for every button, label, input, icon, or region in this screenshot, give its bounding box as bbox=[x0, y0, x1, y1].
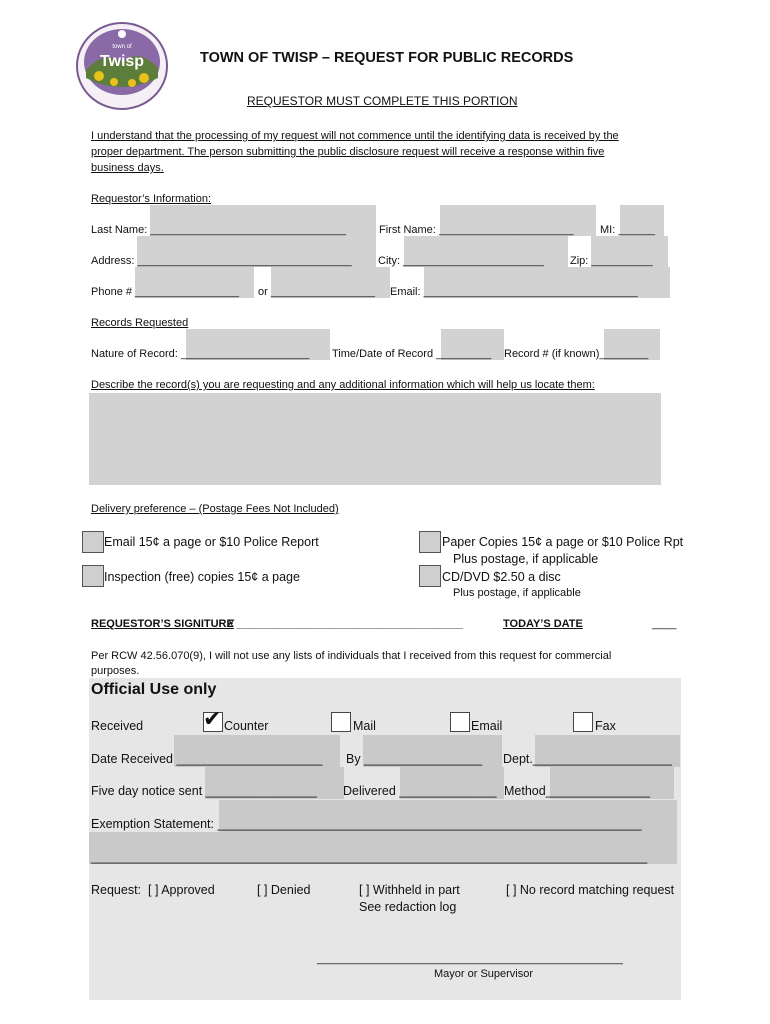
logo-text: Twisp bbox=[99, 53, 145, 70]
cd-dvd-sub: Plus postage, if applicable bbox=[453, 587, 581, 599]
mayor-label: Mayor or Supervisor bbox=[434, 968, 534, 980]
fax-label: Fax bbox=[595, 719, 616, 733]
email-label: Email: ___________________________________ bbox=[390, 286, 638, 298]
request-label: Request: bbox=[91, 883, 142, 897]
counter-checkbox[interactable] bbox=[203, 707, 223, 732]
official-use-heading: Official Use only bbox=[91, 681, 217, 698]
records-heading: Records Requested bbox=[91, 317, 189, 329]
method-label: Method_______________ bbox=[504, 784, 650, 798]
town-logo bbox=[74, 20, 170, 112]
intro-line-2: proper department. The person submitting the public disclosure request will receive a response within five bbox=[91, 146, 605, 158]
cd-dvd-checkbox[interactable] bbox=[419, 565, 441, 587]
mail-label: Mail bbox=[353, 719, 376, 733]
intro-line-3: business days. bbox=[91, 162, 164, 174]
signature-line[interactable]: X _____________________________________ bbox=[227, 618, 464, 630]
email-delivery-label: Email 15¢ a page or $10 Police Report bbox=[104, 535, 319, 549]
phone2-label: _________________ bbox=[271, 286, 376, 298]
cd-dvd-label: CD/DVD $2.50 a disc bbox=[442, 570, 561, 584]
page-subtitle: REQUESTOR MUST COMPLETE THIS PORTION bbox=[247, 94, 518, 108]
inspection-checkbox[interactable] bbox=[82, 565, 104, 587]
exemption-label: Exemption Statement: _____________________________________________________________ bbox=[91, 817, 642, 831]
delivered-label: Delivered ______________ bbox=[343, 784, 497, 798]
inspection-label: Inspection (free) copies 15¢ a page bbox=[104, 570, 300, 584]
mail-checkbox[interactable] bbox=[331, 712, 351, 732]
describe-label: Describe the record(s) you are requesting and any additional information which will help us locate them: bbox=[91, 379, 595, 391]
city-label: City: _______________________ bbox=[378, 255, 544, 267]
email-received-label: Email bbox=[471, 719, 503, 733]
by-label: By _________________ bbox=[346, 752, 483, 766]
requestor-info-heading: Requestor’s Information: bbox=[91, 193, 212, 205]
phone-label: Phone # _________________ bbox=[91, 286, 240, 298]
first-name-label: First Name: ______________________ bbox=[379, 224, 574, 236]
rcw-line-1: Per RCW 42.56.070(9), I will not use any lists of individuals that I received from this request for commercial bbox=[91, 650, 612, 662]
date-received-label: Date Received _____________________ bbox=[91, 752, 323, 766]
email-received-checkbox[interactable] bbox=[450, 712, 470, 732]
todays-date-label: TODAY’S DATE bbox=[503, 618, 583, 630]
paper-copies-checkbox[interactable] bbox=[419, 531, 441, 553]
paper-copies-sub: Plus postage, if applicable bbox=[453, 552, 599, 566]
exemption-line-2: ________________________________________________________________________________ bbox=[91, 850, 648, 864]
delivery-heading: Delivery preference – (Postage Fees Not Included) bbox=[91, 503, 339, 515]
dept-label: Dept.____________________ bbox=[503, 752, 672, 766]
last-name-label: Last Name: ________________________________ bbox=[91, 224, 347, 236]
withheld-option[interactable]: [ ] Withheld in part bbox=[359, 883, 460, 897]
phone-or-label: or bbox=[258, 286, 268, 298]
received-label: Received bbox=[91, 719, 144, 733]
approved-option[interactable]: [ ] Approved bbox=[148, 883, 215, 897]
mayor-signature-line[interactable]: __________________________________________________ bbox=[317, 953, 623, 965]
denied-option[interactable]: [ ] Denied bbox=[257, 883, 311, 897]
signature-label: REQUESTOR’S SIGNITURE bbox=[91, 618, 234, 630]
zip-label: Zip: __________ bbox=[570, 255, 653, 267]
paper-copies-label: Paper Copies 15¢ a page or $10 Police Rpt bbox=[442, 535, 684, 549]
nature-label: Nature of Record: _____________________ bbox=[91, 348, 310, 360]
email-delivery-checkbox[interactable] bbox=[82, 531, 104, 553]
time-date-label: Time/Date of Record _________ bbox=[332, 348, 492, 360]
record-number-label: Record # (if known)________ bbox=[504, 348, 649, 360]
see-redaction-label: See redaction log bbox=[359, 900, 457, 914]
rcw-line-2: purposes. bbox=[91, 665, 140, 677]
todays-date-line[interactable]: ____ bbox=[652, 618, 677, 630]
logo-small-text: town of bbox=[112, 44, 132, 50]
no-record-option[interactable]: [ ] No record matching request bbox=[506, 883, 675, 897]
address-label: Address: ___________________________________ bbox=[91, 255, 352, 267]
describe-textarea[interactable] bbox=[89, 393, 661, 485]
page-title: TOWN OF TWISP – REQUEST FOR PUBLIC RECORDS bbox=[200, 50, 574, 66]
intro-line-1: I understand that the processing of my request will not commence until the identifying data is received by the bbox=[91, 130, 619, 142]
check-mark-icon: ✔ bbox=[203, 707, 222, 732]
mi-label: MI: ______ bbox=[600, 224, 656, 236]
fax-checkbox[interactable] bbox=[573, 712, 593, 732]
five-day-label: Five day notice sent ________________ bbox=[91, 784, 317, 798]
counter-label: Counter bbox=[224, 719, 269, 733]
